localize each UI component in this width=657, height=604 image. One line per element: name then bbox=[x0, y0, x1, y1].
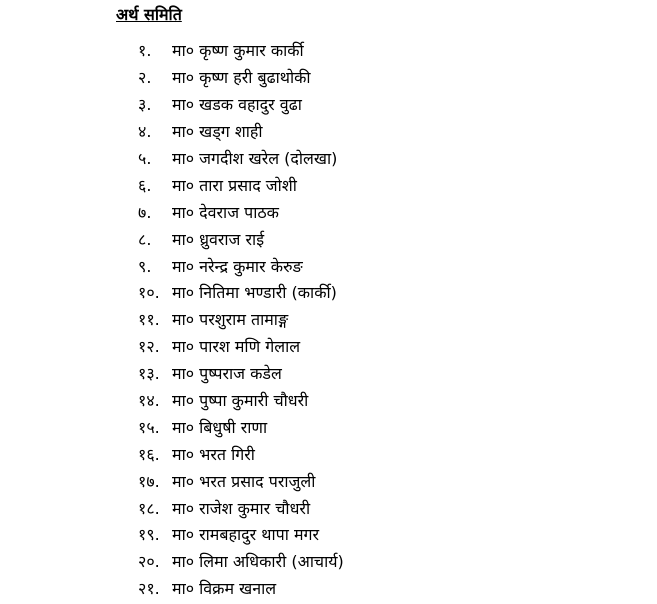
member-row bbox=[138, 198, 344, 225]
member-number: १५. bbox=[138, 417, 160, 437]
member-row bbox=[138, 467, 344, 494]
member-number: १७. bbox=[138, 471, 160, 491]
member-row bbox=[138, 118, 344, 145]
member-number: १२. bbox=[138, 337, 160, 357]
member-number: ९. bbox=[138, 256, 152, 276]
member-row bbox=[138, 91, 344, 118]
member-name: मा० भरत प्रसाद पराजुली bbox=[172, 471, 316, 491]
member-number: ७. bbox=[138, 202, 152, 222]
member-name: मा० पुष्पा कुमारी चौधरी bbox=[172, 391, 309, 411]
member-number: १६. bbox=[138, 444, 160, 464]
member-row bbox=[138, 575, 344, 602]
member-number: २०. bbox=[138, 552, 160, 572]
member-row bbox=[138, 279, 344, 306]
member-name: मा० जगदीश खरेल (दोलखा) bbox=[172, 149, 338, 168]
member-name: मा० बिधुषी राणा bbox=[172, 417, 268, 437]
member-row bbox=[138, 521, 344, 548]
member-name: मा० पुष्पराज कडेल bbox=[172, 364, 282, 384]
member-name: मा० ध्रुवराज राई bbox=[172, 229, 265, 249]
member-number: २१. bbox=[138, 579, 160, 599]
member-name: मा० लिमा अधिकारी (आचार्य) bbox=[172, 552, 344, 572]
member-number: १. bbox=[138, 41, 152, 61]
member-number: २. bbox=[138, 68, 152, 88]
member-name: मा० राजेश कुमार चौधरी bbox=[172, 498, 311, 518]
member-name: मा० नरेन्द्र कुमार केरुङ bbox=[172, 256, 303, 276]
member-list bbox=[138, 37, 344, 602]
member-number: ३. bbox=[138, 95, 152, 115]
member-number: १३. bbox=[138, 364, 160, 384]
member-row bbox=[138, 225, 344, 252]
member-name: मा० परशुराम तामाङ्ग bbox=[172, 310, 289, 330]
member-row bbox=[138, 252, 344, 279]
member-number: १९. bbox=[138, 525, 160, 545]
member-row bbox=[138, 494, 344, 521]
member-row bbox=[138, 440, 344, 467]
member-name: मा० देवराज पाठक bbox=[172, 202, 279, 222]
member-name: मा० रामबहादुर थापा मगर bbox=[172, 525, 320, 545]
member-row bbox=[138, 387, 344, 414]
member-row bbox=[138, 360, 344, 387]
member-number: १४. bbox=[138, 391, 160, 411]
member-name: मा० विक्रम खनाल bbox=[172, 579, 277, 599]
member-number: ११. bbox=[138, 310, 160, 330]
member-number: ५. bbox=[138, 149, 152, 168]
member-row bbox=[138, 171, 344, 198]
member-name: मा० खड्ग शाही bbox=[172, 122, 263, 142]
member-name: मा० भरत गिरी bbox=[172, 444, 255, 464]
member-row bbox=[138, 37, 344, 64]
member-name: मा० कृष्ण कुमार कार्की bbox=[172, 41, 304, 61]
member-name: मा० नितिमा भण्डारी (कार्की) bbox=[172, 283, 337, 303]
member-name: मा० पारश मणि गेलाल bbox=[172, 337, 301, 357]
member-row bbox=[138, 413, 344, 440]
member-number: १८. bbox=[138, 498, 160, 518]
committee-heading: अर्थ समिति bbox=[116, 5, 182, 24]
member-row bbox=[138, 145, 344, 172]
member-number: ४. bbox=[138, 122, 152, 142]
member-number: ८. bbox=[138, 229, 152, 249]
member-number: १०. bbox=[138, 283, 160, 303]
member-row bbox=[138, 548, 344, 575]
member-name: मा० कृष्ण हरी बुढाथोकी bbox=[172, 68, 311, 88]
member-row bbox=[138, 333, 344, 360]
member-name: मा० तारा प्रसाद जोशी bbox=[172, 175, 297, 195]
member-name: मा० खडक वहादुर वुढा bbox=[172, 95, 302, 115]
member-number: ६. bbox=[138, 175, 152, 195]
member-row bbox=[138, 306, 344, 333]
member-row bbox=[138, 64, 344, 91]
